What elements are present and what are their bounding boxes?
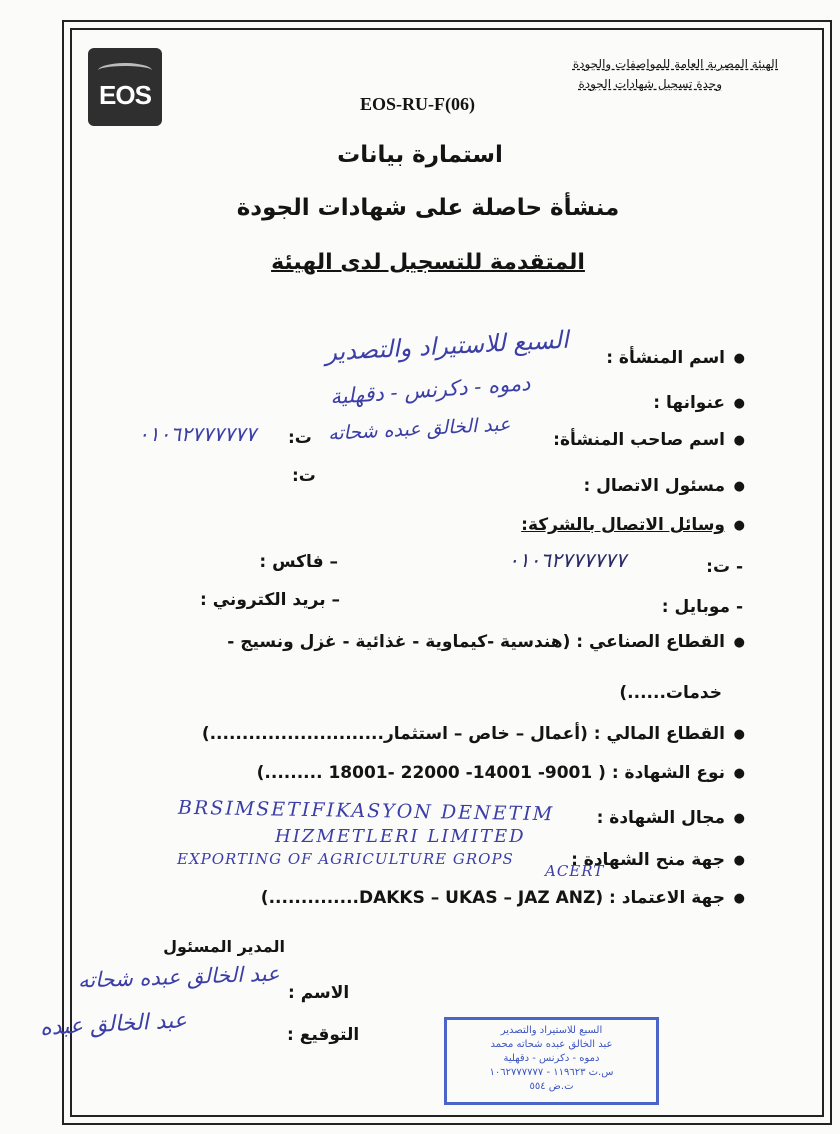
cert-scope-row	[597, 808, 745, 828]
establishment-name-label: اسم المنشأة :	[606, 348, 725, 368]
handwritten-owner-phone: ٠١٠٦٢٧٧٧٧٧٧	[138, 422, 257, 446]
stamp-line: ت.ض ٥٥٤	[529, 1081, 574, 1092]
org-name-line: الهيئة المصرية العامة للمواصفات والجودة	[572, 57, 778, 71]
bullet-icon: ●	[733, 432, 745, 448]
sector-row-cont: خدمات......)	[619, 683, 722, 703]
contact-person-row	[583, 476, 745, 496]
form-subtitle-2	[8, 250, 840, 275]
owner-name-row	[553, 430, 745, 450]
form-code: EOS-RU-F(06)	[360, 94, 475, 114]
financial-label: القطاع المالي : (أعمال – خاص – استثمار...........................)	[201, 724, 725, 744]
stamp-line: السبع للاستيراد والتصدير	[500, 1025, 603, 1036]
handwritten-signature: عبد الخالق عبده	[39, 1008, 188, 1041]
handwritten-company-phone: ٠١٠٦٢٧٧٧٧٧٧	[508, 548, 627, 572]
financial-row	[202, 724, 745, 744]
bullet-icon: ●	[733, 726, 745, 742]
contact-person-label: مسئول الاتصال :	[583, 476, 725, 496]
accreditation-label: جهة الاعتماد : (DAKKS – UKAS – JAZ ANZ..............)	[260, 888, 725, 908]
org-unit-line: وحدة تسجيل شهادات الجودة	[578, 77, 722, 91]
handwritten-establishment-name: السبع للاستيراد والتصدير	[324, 325, 570, 367]
handwritten-cert-grantor-1: EXPORTING OF AGRICULTURE GROPS	[177, 850, 514, 868]
address-row	[653, 393, 745, 413]
form-title: استمارة بيانات	[337, 142, 503, 168]
name-label: الاسم :	[288, 983, 350, 1003]
handwritten-owner-name: عبد الخالق عبده شحاته	[327, 413, 511, 445]
contact-tel-label: ت:	[292, 466, 316, 486]
stamp-line: س.ت ١١٩٦٢٣ - ١٠٦٢٧٧٧٧٧٧	[489, 1067, 614, 1078]
manager-heading: المدير المسئول	[163, 937, 285, 956]
company-tel-label: - ت:	[706, 557, 743, 577]
logo-arc	[98, 63, 152, 78]
contact-means-label: وسائل الاتصال بالشركة:	[521, 515, 725, 535]
establishment-name-row	[606, 348, 745, 368]
handwritten-address: دموه - دكرنس - دقهلية	[329, 371, 532, 409]
bullet-icon: ●	[733, 852, 745, 868]
cert-scope-label: مجال الشهادة :	[596, 808, 725, 828]
signature-label: التوقيع :	[287, 1025, 360, 1045]
handwritten-signatory-name: عبد الخالق عبده شحاته	[77, 961, 280, 993]
owner-tel-label: ت:	[288, 428, 312, 448]
owner-name-label: اسم صاحب المنشأة:	[553, 430, 725, 450]
stamp-line: عبد الخالق عبده شحاته محمد	[490, 1039, 613, 1050]
bullet-icon: ●	[733, 890, 745, 906]
bullet-icon: ●	[733, 634, 745, 650]
form-subtitle-2-text: المتقدمة للتسجيل لدى الهيئة	[271, 250, 585, 275]
sector-label: القطاع الصناعي : (هندسية -كيماوية - غذائية - غزل ونسيج -	[227, 632, 725, 652]
sector-row	[227, 632, 745, 652]
handwritten-cert-scope-1: BRSIMSETIFIKASYON DENETIM	[177, 796, 555, 826]
fax-label: – فاكس :	[259, 552, 338, 572]
stamp-line: دموه - دكرنس - دقهلية	[503, 1053, 600, 1064]
contact-means-row	[521, 515, 745, 535]
form-subtitle: منشأة حاصلة على شهادات الجودة	[236, 195, 620, 221]
handwritten-cert-grantor-2: ACERT	[545, 862, 605, 880]
mobile-label: - موبايل :	[661, 597, 743, 617]
bullet-icon: ●	[733, 765, 745, 781]
bullet-icon: ●	[733, 810, 745, 826]
email-label: – بريد الكتروني :	[200, 590, 340, 610]
address-label: عنوانها :	[653, 393, 725, 413]
bullet-icon: ●	[733, 517, 745, 533]
accreditation-row	[261, 888, 745, 908]
cert-type-label: نوع الشهادة : ( 9001- 14001- 22000 -18001 .........)	[256, 763, 725, 783]
handwritten-cert-scope-2: HIZMETLERI LIMITED	[275, 826, 526, 847]
company-stamp	[444, 1017, 659, 1105]
eos-logo	[88, 48, 162, 126]
logo-text: EOS	[99, 80, 151, 110]
bullet-icon: ●	[733, 395, 745, 411]
cert-grantor-label: جهة منح الشهادة :	[571, 850, 725, 870]
bullet-icon: ●	[733, 478, 745, 494]
cert-type-row	[257, 763, 745, 783]
bullet-icon: ●	[733, 350, 745, 366]
